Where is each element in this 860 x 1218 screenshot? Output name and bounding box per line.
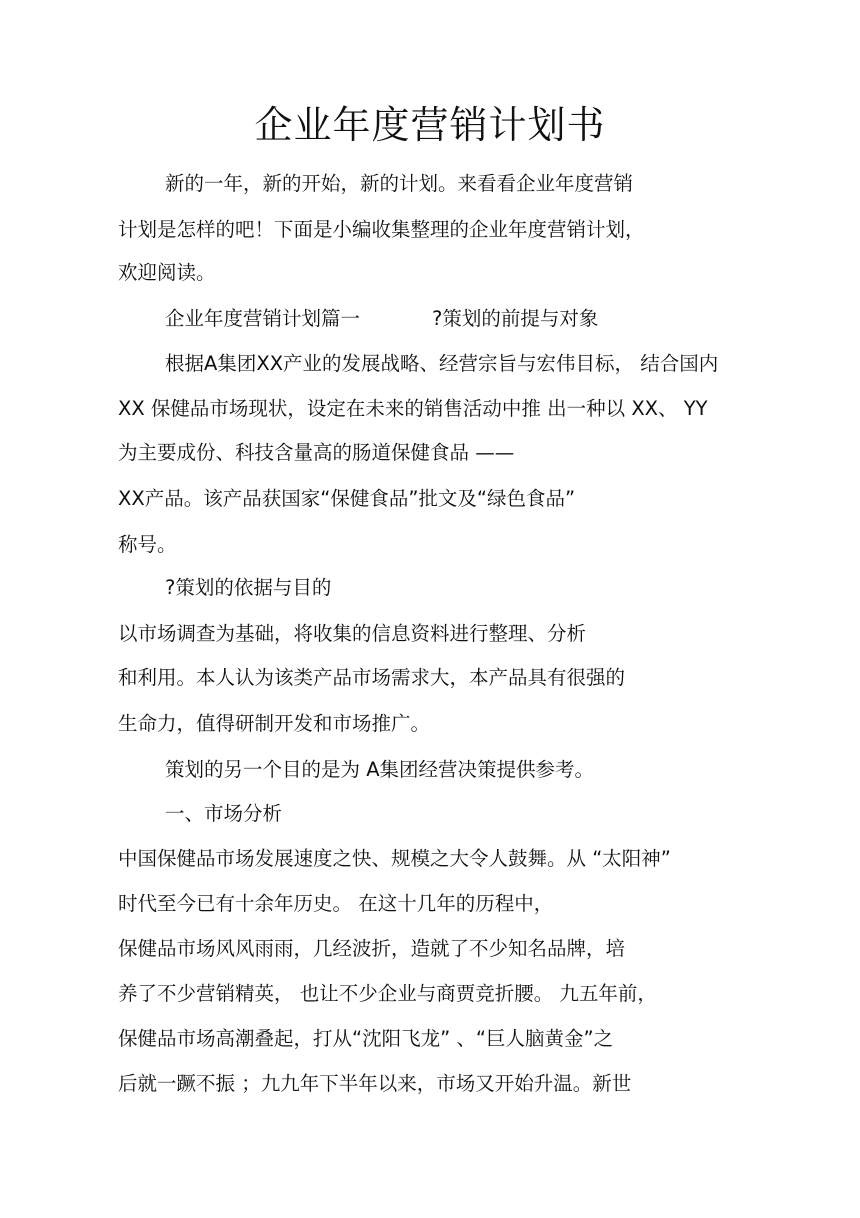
paragraph-line: 欢迎阅读。 (118, 261, 216, 284)
section-heading: 企业年度营销计划篇一 (165, 307, 361, 330)
paragraph-line: 计划是怎样的吧！下面是小编收集整理的企业年度营销计划， (118, 218, 645, 241)
subsection-heading: ?策划的前提与对象 (432, 307, 599, 330)
paragraph-line: 后就一蹶不振 ；九九年下半年以来，市场又开始升温。新世 (118, 1072, 632, 1095)
paragraph-line: 和利用。本人认为该类产品市场需求大，本产品具有很强的 (118, 666, 626, 689)
document-title: 企业年度营销计划书 (254, 103, 606, 147)
subsection-heading: ?策划的依据与目的 (165, 576, 332, 599)
paragraph-line: 策划的另一个目的是为 A集团经营决策提供参考。 (165, 758, 595, 781)
paragraph-line: 根据A集团XX产业的发展战略、经营宗旨与宏伟目标， 结合国内 (165, 352, 719, 375)
paragraph-line: 中国保健品市场发展速度之快、规模之大令人鼓舞。从 “太阳神” (118, 847, 671, 870)
paragraph-line: 保健品市场风风雨雨，几经波折，造就了不少知名品牌，培 (118, 937, 626, 960)
paragraph-line: 为主要成份、科技含量高的肠道保健食品 —— (118, 441, 515, 464)
paragraph-line: 时代至今已有十余年历史。 在这十几年的历程中， (118, 892, 554, 915)
paragraph-line: 保健品市场高潮叠起，打从“沈阳飞龙” 、“巨人脑黄金”之 (118, 1027, 614, 1050)
paragraph-line: 称号。 (118, 533, 177, 556)
paragraph-line: 新的一年，新的开始，新的计划。来看看企业年度营销 (165, 172, 634, 195)
paragraph-line: XX 保健品市场现状，设定在未来的销售活动中推 出一种以 XX、 YY (118, 397, 708, 420)
paragraph-line: XX产品。该产品获国家“保健食品”批文及“绿色食品” (118, 487, 576, 510)
paragraph-line: 以市场调查为基础，将收集的信息资料进行整理、分析 (118, 622, 587, 645)
paragraph-line: 养了不少营销精英， 也让不少企业与商贾竞折腰。 九五年前， (118, 982, 657, 1005)
section-heading-line (165, 305, 598, 333)
paragraph-line: 生命力，值得研制开发和市场推广。 (118, 712, 431, 735)
section-heading: 一、市场分析 (165, 802, 283, 825)
